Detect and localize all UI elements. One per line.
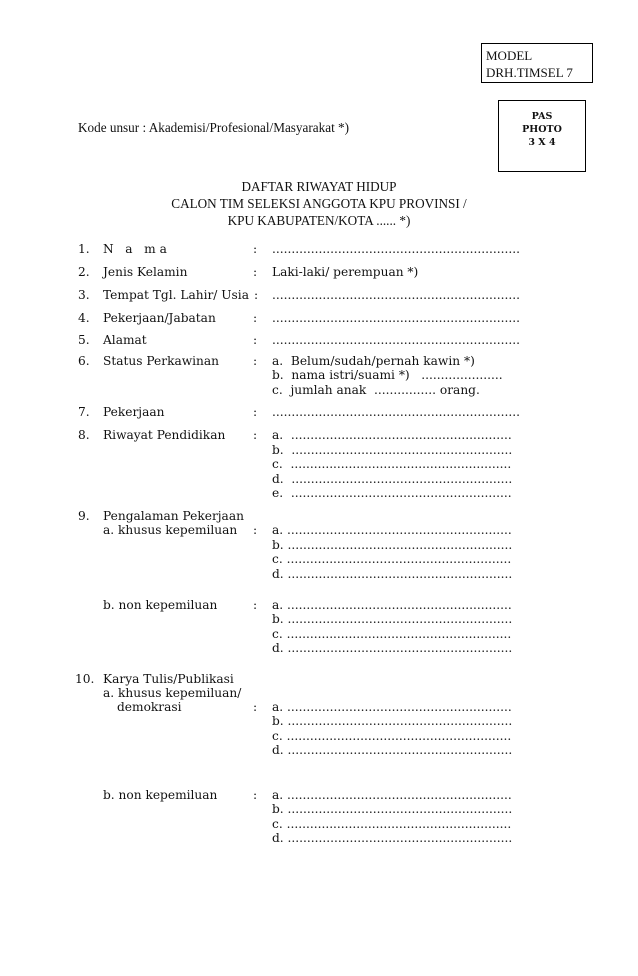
row-colon: :	[253, 311, 258, 325]
karya-khusus-a[interactable]: a. ..........................................................	[272, 700, 512, 714]
model-code: DRH.TIMSEL 7	[486, 65, 573, 80]
row-label: Pekerjaan	[103, 405, 165, 419]
pengalaman-non-b[interactable]: b. ..........................................................	[272, 612, 513, 626]
row-number: 5.	[78, 333, 90, 347]
sub-label-non: b. non kepemiluan	[103, 788, 218, 802]
document-subtitle-1: CALON TIM SELEKSI ANGGOTA KPU PROVINSI /	[171, 196, 467, 211]
row-number: 10.	[75, 672, 95, 686]
kode-unsur: Kode unsur : Akademisi/Profesional/Masyarakat *)	[78, 120, 350, 135]
jenis-kelamin-field[interactable]: Laki-laki/ perempuan *)	[272, 265, 419, 279]
photo-label-size: 3 X 4	[528, 137, 556, 148]
row-label: Status Perkawinan	[103, 354, 220, 368]
row-colon: :	[253, 405, 258, 419]
pengalaman-khusus-a[interactable]: a. ..........................................................	[272, 523, 512, 537]
row-number: 9.	[78, 509, 90, 523]
row-number: 2.	[78, 265, 90, 279]
pengalaman-non-a[interactable]: a. ..........................................................	[272, 598, 512, 612]
sub-label-khusus: a. khusus kepemiluan	[103, 523, 238, 537]
alamat-field[interactable]: ................................................................	[272, 333, 520, 347]
row-colon: :	[253, 354, 258, 368]
row-number: 7.	[78, 405, 90, 419]
karya-khusus-b[interactable]: b. ..........................................................	[272, 714, 513, 728]
row-label: Pengalaman Pekerjaan	[103, 509, 244, 523]
row-number: 8.	[78, 428, 90, 442]
status-kawin-field[interactable]: a. Belum/sudah/pernah kawin *)	[272, 354, 475, 368]
row-colon: :	[253, 700, 258, 714]
sub-label-demokrasi: demokrasi	[117, 700, 182, 714]
pekerjaan-field[interactable]: ................................................................	[272, 405, 520, 419]
model-code-box	[481, 43, 593, 83]
row-colon: :	[253, 788, 258, 802]
row-colon: :	[253, 428, 258, 442]
row-label: Karya Tulis/Publikasi	[103, 672, 234, 686]
pendidikan-field-d[interactable]: d. .........................................................	[272, 472, 513, 486]
row-colon: :	[253, 598, 258, 612]
jumlah-anak-field[interactable]: c. jumlah anak ................ orang.	[272, 383, 480, 397]
photo-label-photo: PHOTO	[522, 124, 562, 135]
sub-label-non: b. non kepemiluan	[103, 598, 218, 612]
nama-field[interactable]: ................................................................	[272, 242, 520, 256]
document-subtitle-2: KPU KABUPATEN/KOTA ...... *)	[227, 213, 411, 228]
model-label: MODEL	[486, 48, 533, 63]
document-title: DAFTAR RIWAYAT HIDUP	[241, 179, 397, 194]
row-label: Riwayat Pendidikan	[103, 428, 226, 442]
pengalaman-khusus-d[interactable]: d. ..........................................................	[272, 567, 513, 581]
pekerjaan-jabatan-field[interactable]: ................................................................	[272, 311, 520, 325]
pengalaman-non-c[interactable]: c. ..........................................................	[272, 627, 512, 641]
row-number: 3.	[78, 288, 90, 302]
karya-non-a[interactable]: a. ..........................................................	[272, 788, 512, 802]
row-number: 4.	[78, 311, 90, 325]
karya-non-d[interactable]: d. ..........................................................	[272, 831, 513, 845]
row-colon: :	[254, 288, 259, 302]
row-label: Jenis Kelamin	[103, 265, 188, 279]
row-number: 1.	[78, 242, 90, 256]
pendidikan-field-c[interactable]: c. .........................................................	[272, 457, 512, 471]
karya-khusus-d[interactable]: d. ..........................................................	[272, 743, 513, 757]
row-label: Alamat	[103, 333, 147, 347]
tempat-lahir-field[interactable]: ................................................................	[272, 288, 520, 302]
row-colon: :	[253, 333, 258, 347]
row-colon: :	[253, 265, 258, 279]
karya-non-b[interactable]: b. ..........................................................	[272, 802, 513, 816]
row-label: N a m a	[103, 242, 167, 256]
row-colon: :	[253, 523, 258, 537]
pendidikan-field-a[interactable]: a. .........................................................	[272, 428, 512, 442]
sub-label-khusus: a. khusus kepemiluan/	[103, 686, 242, 700]
pengalaman-khusus-c[interactable]: c. ..........................................................	[272, 552, 512, 566]
karya-non-c[interactable]: c. ..........................................................	[272, 817, 512, 831]
photo-label-pas: PAS	[531, 111, 553, 122]
row-label: Pekerjaan/Jabatan	[103, 311, 216, 325]
pendidikan-field-e[interactable]: e. .........................................................	[272, 486, 512, 500]
row-colon: :	[253, 242, 258, 256]
karya-khusus-c[interactable]: c. ..........................................................	[272, 729, 512, 743]
pendidikan-field-b[interactable]: b. .........................................................	[272, 443, 513, 457]
row-number: 6.	[78, 354, 90, 368]
row-label: Tempat Tgl. Lahir/ Usia	[103, 288, 249, 302]
pengalaman-khusus-b[interactable]: b. ..........................................................	[272, 538, 513, 552]
photo-placeholder-box	[498, 100, 586, 172]
pengalaman-non-d[interactable]: d. ..........................................................	[272, 641, 513, 655]
nama-pasangan-field[interactable]: b. nama istri/suami *) .....................	[272, 368, 503, 382]
